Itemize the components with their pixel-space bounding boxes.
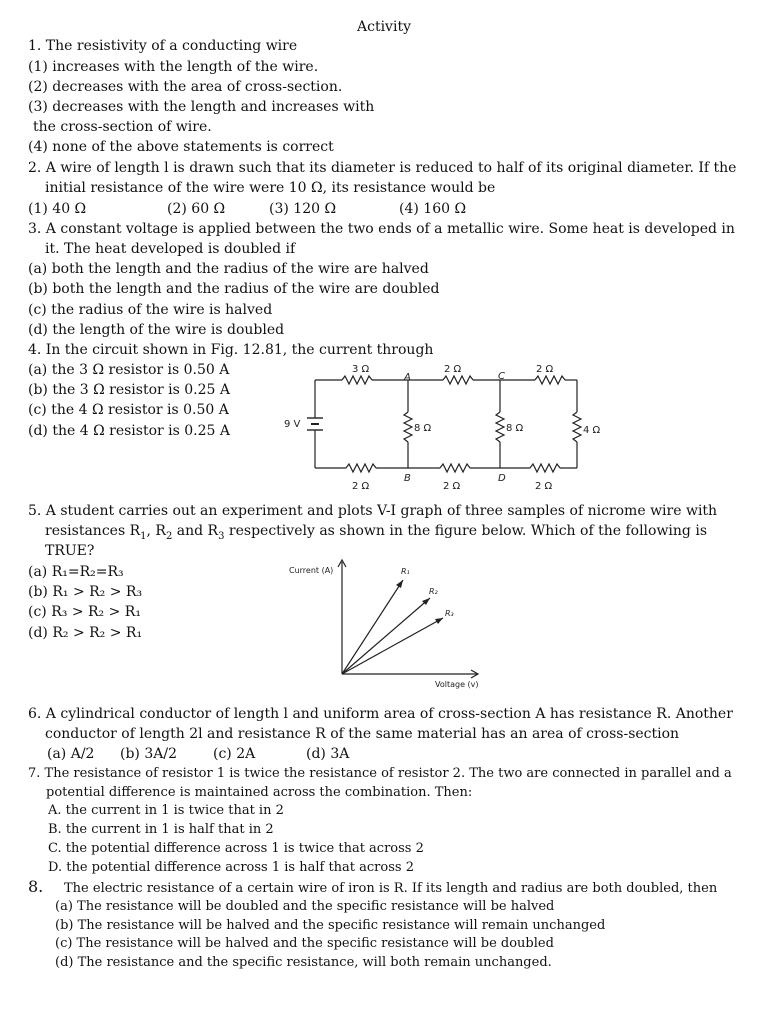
label-r2: R₂ [429,587,438,596]
resistor-2ohm-bottom-3 [530,464,560,472]
node-a: A [404,372,411,383]
q3-stem: 3. A constant voltage is applied between the two ends of a metallic wire. Some heat is developed in [28,221,735,237]
q7-option-d: D. the potential difference across 1 is half that across 2 [48,860,414,875]
label-2ohm-top-2: 2 Ω [536,364,554,375]
q3-option-d: (d) the length of the wire is doubled [28,322,285,338]
q2-option-1: (1) 40 Ω [28,201,87,217]
battery-label: 9 V [284,419,301,430]
resistor-2ohm-top-1 [443,376,473,384]
label-4ohm: 4 Ω [583,425,601,436]
page-title: Activity [357,19,411,35]
q4-option-b: (b) the 3 Ω resistor is 0.25 A [28,382,230,398]
q2-option-4: (4) 160 Ω [399,201,467,217]
q3-option-a: (a) both the length and the radius of the wire are halved [28,261,429,277]
q1-option-2: (2) decreases with the area of cross-section. [28,79,343,95]
q6-stem-cont: conductor of length 2l and resistance R of the same material has an area of cross-section [45,726,680,742]
q8-option-a: (a) The resistance will be doubled and the specific resistance will be halved [55,899,555,914]
label-3ohm: 3 Ω [352,364,370,375]
q3-option-b: (b) both the length and the radius of the wire are doubled [28,281,440,297]
node-b: B [404,473,411,484]
resistor-3ohm [342,376,372,384]
q7-stem-cont: potential difference is maintained across the combination. Then: [46,785,473,800]
circuit-diagram [280,358,620,494]
q8-option-b: (b) The resistance will be halved and the specific resistance will remain unchanged [55,918,606,933]
q4-option-a: (a) the 3 Ω resistor is 0.50 A [28,362,230,378]
q4-option-d: (d) the 4 Ω resistor is 0.25 A [28,423,230,439]
q4-option-c: (c) the 4 Ω resistor is 0.50 A [28,402,229,418]
q6-option-b: (b) 3A/2 [120,746,177,762]
q4-stem: 4. In the circuit shown in Fig. 12.81, the current through [28,342,434,358]
node-c: C [498,371,505,382]
resistor-2ohm-bottom-2 [440,464,470,472]
q5-option-d: (d) R₂ > R₂ > R₁ [28,625,143,641]
label-r3: R₃ [445,609,454,618]
q8-stem: The electric resistance of a certain wire of iron is R. If its length and radius are both doubled, then [64,881,718,896]
q7-option-c: C. the potential difference across 1 is twice that across 2 [48,841,424,856]
q6-stem: 6. A cylindrical conductor of length l and uniform area of cross-section A has resistance R. Another [28,706,733,722]
resistor-8ohm-1 [404,412,412,442]
q6-option-a: (a) A/2 [47,746,95,762]
q2-option-3: (3) 120 Ω [269,201,337,217]
q3-option-c: (c) the radius of the wire is halved [28,302,273,318]
line-r2 [342,598,430,674]
battery-icon [307,418,323,430]
q1-option-3: (3) decreases with the length and increases with [28,99,375,115]
label-8ohm-1: 8 Ω [414,423,432,434]
q8-option-c: (c) The resistance will be halved and the specific resistance will be doubled [55,936,554,951]
q7-option-b: B. the current in 1 is half that in 2 [48,822,274,837]
q5-option-c: (c) R₃ > R₂ > R₁ [28,604,141,620]
q5-stem: 5. A student carries out an experiment and plots V-I graph of three samples of nicrome wire with [28,503,718,519]
label-2ohm-top-1: 2 Ω [444,364,462,375]
line-r1 [342,580,403,674]
resistor-2ohm-bottom-1 [346,464,376,472]
node-d: D [498,473,506,484]
q1-stem: 1. The resistivity of a conducting wire [28,38,298,54]
q2-stem: 2. A wire of length l is drawn such that its diameter is reduced to half of its original diameter. If the [28,160,737,176]
resistor-4ohm [573,412,581,442]
q5-stem-end: TRUE? [45,543,95,559]
y-axis-label: Current (A) [289,566,334,575]
q5-stem-cont: resistances $R_1$, $R_2$ and $R_3$ respectively as shown in the figure below. Which of the following is [45,523,707,542]
q5-option-a: (a) R₁=R₂=R₃ [28,564,124,580]
q8-number: 8. [28,877,44,896]
label-2ohm-bottom-2: 2 Ω [443,481,461,492]
resistor-8ohm-2 [496,412,504,442]
q1-option-4: (4) none of the above statements is correct [28,139,334,155]
q5-option-b: (b) R₁ > R₂ > R₃ [28,584,143,600]
resistor-2ohm-top-2 [535,376,565,384]
q7-stem: 7. The resistance of resistor 1 is twice the resistance of resistor 2. The two are connected in parallel and a [28,766,732,781]
q6-option-d: (d) 3A [306,746,350,762]
q1-option-3-cont: the cross-section of wire. [33,119,212,135]
x-axis-label: Voltage (v) [435,680,479,689]
label-2ohm-bottom-3: 2 Ω [535,481,553,492]
q8-option-d: (d) The resistance and the specific resistance, will both remain unchanged. [55,955,552,970]
q6-option-c: (c) 2A [213,746,256,762]
q2-option-2: (2) 60 Ω [167,201,226,217]
q7-option-a: A. the current in 1 is twice that in 2 [48,803,284,818]
q1-option-1: (1) increases with the length of the wire. [28,59,319,75]
label-8ohm-2: 8 Ω [506,423,524,434]
label-2ohm-bottom-1: 2 Ω [352,481,370,492]
q3-stem-cont: it. The heat developed is doubled if [45,241,296,257]
label-r1: R₁ [401,567,410,576]
q2-stem-cont: initial resistance of the wire were 10 Ω, its resistance would be [45,180,496,196]
vi-graph [285,556,485,696]
line-r3 [342,618,443,674]
